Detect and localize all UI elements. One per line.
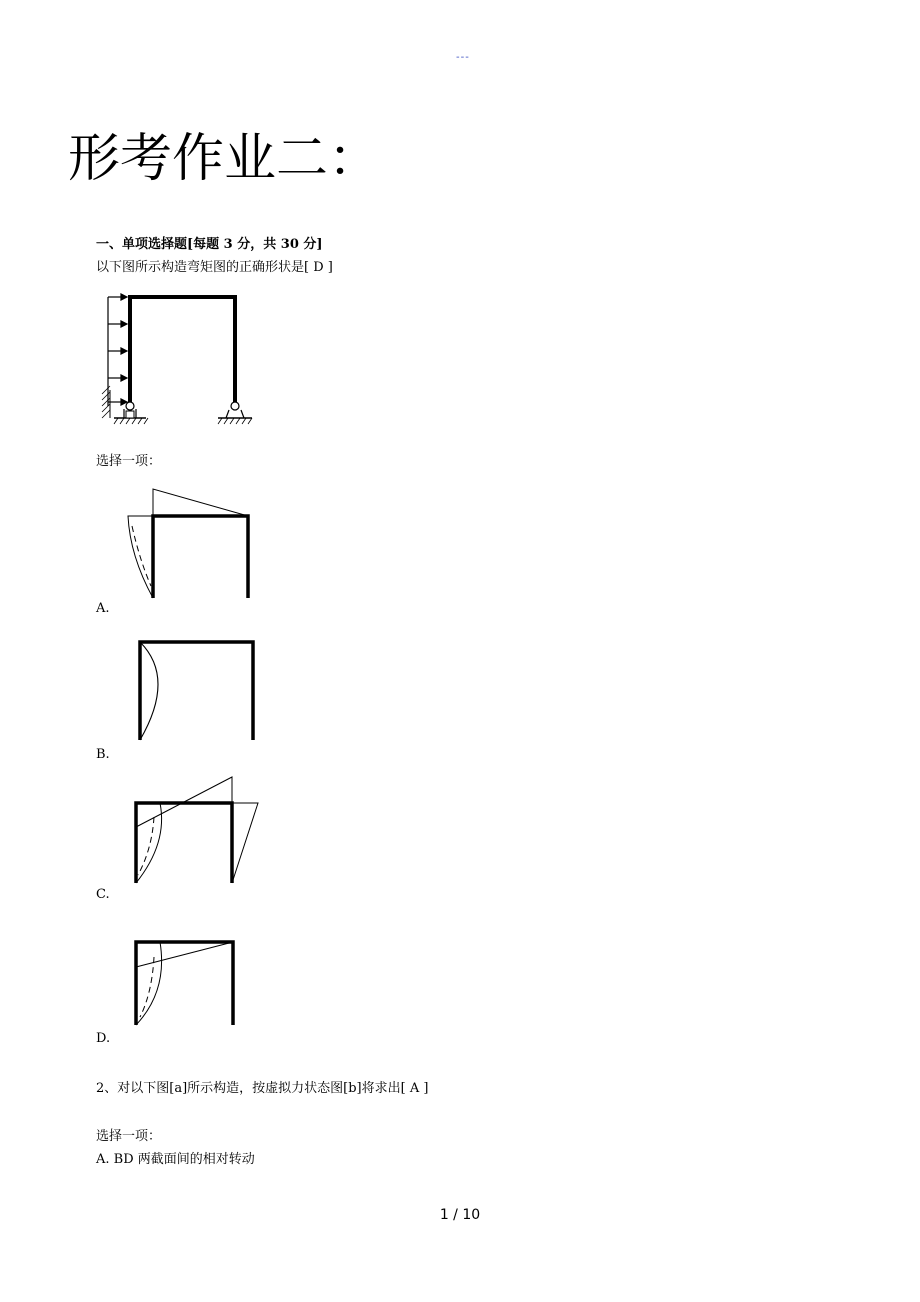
section-heading: 一、单项选择题[每题 3 分，共 30 分] <box>96 237 323 252</box>
question-1-choose: 选择一项： <box>96 454 162 469</box>
option-c-figure[interactable] <box>124 771 274 886</box>
option-d-label[interactable]: D. <box>96 1031 111 1046</box>
option-a-figure[interactable] <box>120 486 260 601</box>
page-footer <box>0 1207 920 1223</box>
page-number: 1 <box>439 1207 449 1223</box>
structure-figure <box>96 290 266 435</box>
option-b-label[interactable]: B. <box>96 747 110 762</box>
question-2-stem: 2、对以下图[a]所示构造，按虚拟力状态图[b]将求出[ A ] <box>96 1081 429 1096</box>
option-c-label[interactable]: C. <box>96 887 110 902</box>
option-b-figure[interactable] <box>128 633 268 743</box>
page-title: 形考作业二： <box>68 129 381 189</box>
page-separator: / <box>448 1207 463 1223</box>
option-d-figure[interactable] <box>124 933 254 1033</box>
question-2-choose: 选择一项： <box>96 1129 162 1144</box>
question-2-option-a[interactable]: A. BD 两截面间的相对转动 <box>96 1152 255 1167</box>
header-mark: --- <box>456 52 470 63</box>
option-a-label[interactable]: A. <box>96 601 110 616</box>
page-total: 10 <box>462 1207 481 1223</box>
question-1-stem: 以下图所示构造弯矩图的正确形状是[ D ] <box>96 260 333 275</box>
